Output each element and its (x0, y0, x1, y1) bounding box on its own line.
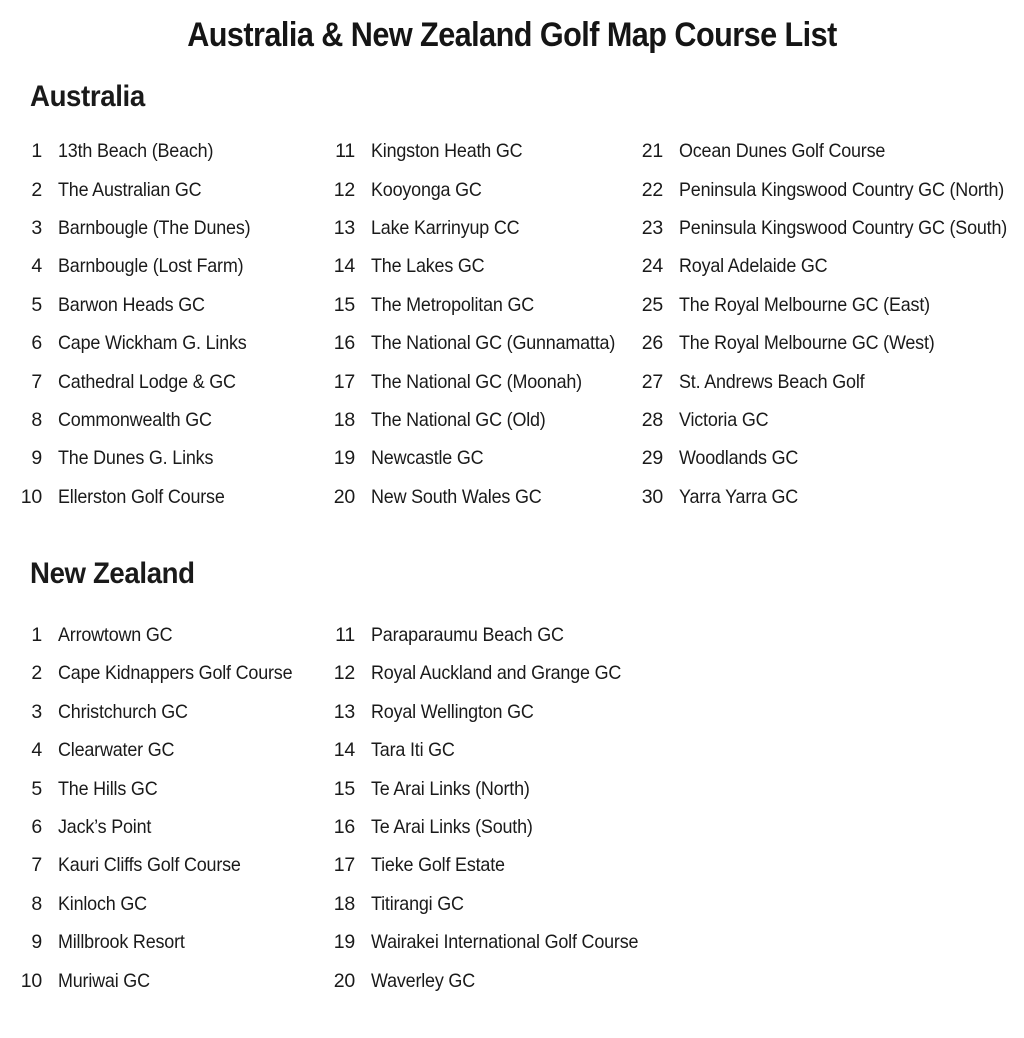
course-row (637, 133, 1024, 171)
course-number: 22 (641, 178, 663, 201)
course-name: The Metropolitan GC (371, 293, 535, 316)
course-name: Barwon Heads GC (58, 293, 205, 316)
course-row (329, 286, 637, 324)
course-name: Woodlands GC (679, 447, 799, 470)
course-row (329, 693, 1024, 731)
course-name: Millbrook Resort (58, 931, 185, 954)
course-number: 5 (31, 777, 42, 800)
course-number: 2 (31, 662, 42, 685)
course-number: 13 (333, 216, 355, 239)
course-name: Kingston Heath GC (371, 140, 523, 163)
course-name: Royal Adelaide GC (679, 255, 828, 278)
course-row (329, 133, 637, 171)
section-australia (0, 79, 1024, 517)
course-row (16, 924, 329, 962)
course-name: Clearwater GC (58, 739, 175, 762)
course-name: Ocean Dunes Golf Course (679, 140, 886, 163)
course-number: 6 (31, 332, 42, 355)
course-row (637, 363, 1024, 401)
course-row (329, 732, 1024, 770)
course-row (16, 847, 329, 885)
course-column (637, 133, 1024, 517)
course-number: 1 (31, 624, 42, 647)
course-number: 15 (333, 293, 355, 316)
course-number: 10 (20, 485, 42, 508)
course-number: 10 (20, 969, 42, 992)
course-name: The Royal Melbourne GC (West) (679, 332, 935, 355)
course-row (329, 962, 1024, 1000)
course-number: 21 (641, 140, 663, 163)
course-name: The National GC (Gunnamatta) (371, 332, 616, 355)
course-row (329, 808, 1024, 846)
course-number: 9 (31, 447, 42, 470)
course-row (329, 655, 1024, 693)
course-name: Jack’s Point (58, 816, 152, 839)
course-row (329, 324, 637, 362)
course-row (637, 171, 1024, 209)
course-name: The Australian GC (58, 178, 202, 201)
course-row (16, 962, 329, 1000)
course-number: 12 (333, 178, 355, 201)
course-number: 29 (641, 447, 663, 470)
course-name: Cape Wickham G. Links (58, 332, 247, 355)
course-row (329, 616, 1024, 654)
section-heading-australia: Australia (30, 79, 145, 113)
course-name: Yarra Yarra GC (679, 485, 799, 508)
course-name: St. Andrews Beach Golf (679, 370, 865, 393)
course-row (329, 209, 637, 247)
course-row (329, 885, 1024, 923)
course-row (637, 324, 1024, 362)
course-name: Paraparaumu Beach GC (371, 624, 564, 647)
course-row (329, 924, 1024, 962)
course-number: 11 (335, 140, 355, 163)
course-row (329, 363, 637, 401)
course-number: 15 (333, 777, 355, 800)
course-row (16, 616, 329, 654)
course-number: 13 (333, 700, 355, 723)
course-name: Victoria GC (679, 408, 769, 431)
course-name: Royal Wellington GC (371, 700, 534, 723)
course-list-page (0, 14, 1024, 1000)
course-name: Muriwai GC (58, 969, 150, 992)
course-number: 18 (333, 408, 355, 431)
course-row (16, 440, 329, 478)
course-name: The Lakes GC (371, 255, 485, 278)
course-number: 20 (333, 485, 355, 508)
australia-course-grid (0, 133, 1024, 517)
course-name: Kinloch GC (58, 892, 147, 915)
course-name: Titirangi GC (371, 892, 464, 915)
course-row (16, 401, 329, 439)
course-number: 1 (31, 140, 42, 163)
course-name: Cape Kidnappers Golf Course (58, 662, 293, 685)
course-row (16, 363, 329, 401)
course-number: 30 (641, 485, 663, 508)
course-name: Kauri Cliffs Golf Course (58, 854, 241, 877)
course-number: 28 (641, 408, 663, 431)
course-row (329, 401, 637, 439)
course-row (16, 732, 329, 770)
course-number: 26 (641, 332, 663, 355)
course-number: 17 (333, 370, 355, 393)
course-name: Lake Karrinyup CC (371, 216, 520, 239)
course-name: Barnbougle (Lost Farm) (58, 255, 244, 278)
new-zealand-course-grid (0, 616, 1024, 1000)
course-row (329, 440, 637, 478)
course-name: Peninsula Kingswood Country GC (South) (679, 216, 1008, 239)
course-row (329, 847, 1024, 885)
course-row (637, 248, 1024, 286)
course-number: 18 (333, 892, 355, 915)
course-number: 3 (31, 216, 42, 239)
course-row (16, 693, 329, 731)
course-name: Arrowtown GC (58, 624, 173, 647)
course-number: 2 (31, 178, 42, 201)
course-row (329, 770, 1024, 808)
course-name: Peninsula Kingswood Country GC (North) (679, 178, 1005, 201)
course-number: 4 (31, 739, 42, 762)
course-column (329, 616, 1024, 1000)
section-heading-new-zealand: New Zealand (30, 557, 195, 591)
course-name: Commonwealth GC (58, 408, 212, 431)
course-name: The Dunes G. Links (58, 447, 214, 470)
course-row (16, 655, 329, 693)
course-number: 23 (641, 216, 663, 239)
course-name: Te Arai Links (North) (371, 777, 530, 800)
course-number: 16 (333, 816, 355, 839)
course-row (637, 286, 1024, 324)
course-row (16, 133, 329, 171)
course-row (329, 478, 637, 516)
course-number: 3 (31, 700, 42, 723)
course-row (329, 248, 637, 286)
course-name: 13th Beach (Beach) (58, 140, 214, 163)
course-row (16, 171, 329, 209)
course-row (329, 171, 637, 209)
course-column (16, 133, 329, 517)
course-number: 25 (641, 293, 663, 316)
course-row (637, 401, 1024, 439)
course-row (16, 478, 329, 516)
course-column (329, 133, 637, 517)
course-row (637, 440, 1024, 478)
course-name: Christchurch GC (58, 700, 188, 723)
section-new-zealand (0, 556, 1024, 1000)
course-number: 7 (31, 854, 42, 877)
course-number: 19 (333, 447, 355, 470)
course-name: Newcastle GC (371, 447, 484, 470)
course-row (16, 248, 329, 286)
course-row (637, 209, 1024, 247)
course-number: 20 (333, 969, 355, 992)
course-row (16, 770, 329, 808)
course-number: 14 (333, 255, 355, 278)
course-number: 5 (31, 293, 42, 316)
course-number: 8 (31, 408, 42, 431)
course-name: The National GC (Old) (371, 408, 546, 431)
course-row (16, 808, 329, 846)
course-number: 6 (31, 816, 42, 839)
course-number: 4 (31, 255, 42, 278)
course-name: Waverley GC (371, 969, 475, 992)
course-name: Ellerston Golf Course (58, 485, 225, 508)
course-name: Cathedral Lodge & GC (58, 370, 236, 393)
course-row (16, 324, 329, 362)
course-number: 14 (333, 739, 355, 762)
course-row (16, 286, 329, 324)
course-name: Wairakei International Golf Course (371, 931, 639, 954)
course-row (16, 885, 329, 923)
course-number: 16 (333, 332, 355, 355)
course-number: 19 (333, 931, 355, 954)
course-name: Barnbougle (The Dunes) (58, 216, 251, 239)
page-title: Australia & New Zealand Golf Map Course List (187, 16, 837, 54)
course-number: 24 (641, 255, 663, 278)
course-number: 11 (335, 624, 355, 647)
course-name: The Royal Melbourne GC (East) (679, 293, 930, 316)
course-row (637, 478, 1024, 516)
course-number: 9 (31, 931, 42, 954)
course-number: 27 (641, 370, 663, 393)
course-number: 12 (333, 662, 355, 685)
course-name: Tara Iti GC (371, 739, 455, 762)
course-name: New South Wales GC (371, 485, 542, 508)
course-name: Kooyonga GC (371, 178, 482, 201)
course-name: Royal Auckland and Grange GC (371, 662, 622, 685)
course-number: 17 (333, 854, 355, 877)
course-number: 7 (31, 370, 42, 393)
course-name: The National GC (Moonah) (371, 370, 582, 393)
course-name: The Hills GC (58, 777, 158, 800)
course-name: Tieke Golf Estate (371, 854, 505, 877)
course-row (16, 209, 329, 247)
course-name: Te Arai Links (South) (371, 816, 533, 839)
course-number: 8 (31, 892, 42, 915)
course-column (16, 616, 329, 1000)
